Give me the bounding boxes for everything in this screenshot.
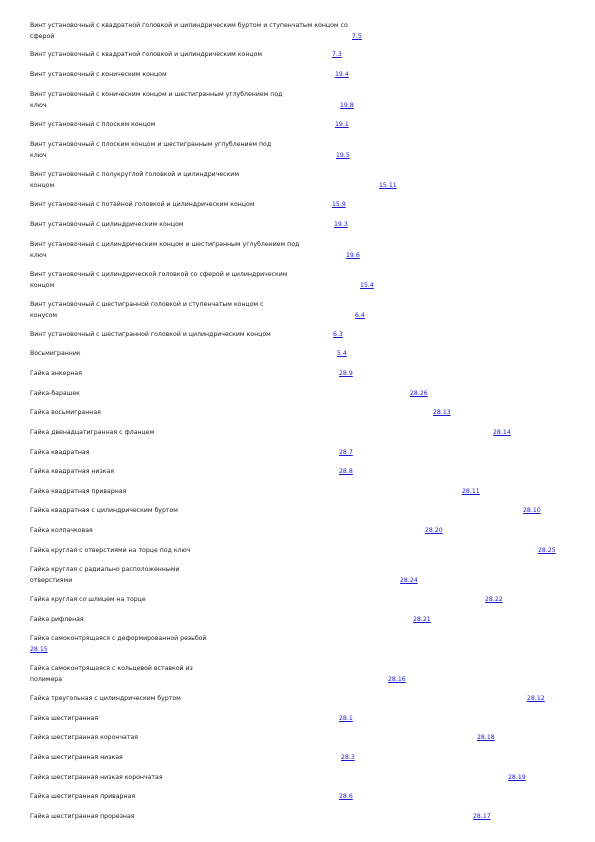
entry-title-continued: ключ — [30, 152, 47, 159]
page-ref-link[interactable]: 19.6 — [346, 252, 360, 259]
entry-line — [30, 594, 503, 605]
entry-line — [30, 388, 428, 399]
entry-line — [30, 119, 349, 130]
entry-line — [30, 250, 360, 261]
index-entry — [30, 594, 503, 605]
entry-line — [30, 169, 239, 180]
entry-line — [30, 564, 179, 575]
page-ref-link[interactable]: 15.9 — [332, 201, 346, 208]
entry-title: Гайка круглая с отверстиями на торце под ключ — [30, 547, 191, 554]
entry-line — [30, 329, 343, 340]
entry-title: Гайка треугольная с цилиндрическим буртом — [30, 695, 181, 702]
page-ref-link[interactable]: 7.3 — [332, 51, 342, 58]
page-ref-link[interactable]: 28.20 — [425, 527, 443, 534]
entry-line — [30, 427, 511, 438]
index-entry — [30, 239, 360, 261]
entry-line — [30, 269, 287, 280]
index-entry — [30, 545, 556, 556]
page-ref-link[interactable]: 28.12 — [527, 695, 545, 702]
index-entry — [30, 505, 541, 516]
entry-line — [30, 348, 347, 359]
index-entry — [30, 348, 347, 359]
page-ref-link[interactable]: 15.11 — [379, 182, 397, 189]
entry-title: Гайка колпачковая — [30, 527, 93, 534]
entry-title: Восьмигранник — [30, 350, 81, 357]
entry-title: Гайка восьмигранная — [30, 409, 101, 416]
entry-title: Винт установочный с потайной головкой и цилиндрическим концом — [30, 201, 255, 208]
entry-line — [30, 752, 355, 763]
entry-title: Гайка рифленая — [30, 616, 84, 623]
index-entry — [30, 752, 355, 763]
page-ref-link[interactable]: 28.13 — [433, 409, 451, 416]
entry-title: Гайка-барашек — [30, 390, 80, 397]
index-entry — [30, 388, 428, 399]
page-ref-link[interactable]: 28.17 — [473, 813, 491, 820]
page-ref-link[interactable]: 28.7 — [339, 449, 353, 456]
index-entry — [30, 466, 353, 477]
entry-line — [30, 525, 443, 536]
index-entry — [30, 614, 431, 625]
entry-line — [30, 299, 264, 310]
page-ref-link[interactable]: 28.3 — [341, 754, 355, 761]
entry-title: Винт установочный с цилиндрической головкой со сферой и цилиндрическим — [30, 271, 288, 278]
entry-line — [30, 575, 418, 586]
entry-title: Гайка квадратная низкая — [30, 468, 114, 475]
page-ref-link[interactable]: 28.18 — [477, 734, 495, 741]
index-entry — [30, 89, 354, 111]
entry-line — [30, 239, 299, 250]
entry-title: Винт установочный с квадратной головкой и цилиндрическим буртом и ступенчатым концом со — [30, 22, 348, 29]
index-entry — [30, 169, 397, 191]
page-ref-link[interactable]: 7.5 — [352, 33, 362, 40]
entry-line — [30, 505, 541, 516]
entry-line — [30, 693, 545, 704]
entry-title: Гайка анкерная — [30, 370, 82, 377]
page-ref-link[interactable]: 28.14 — [493, 429, 511, 436]
index-entry — [30, 486, 480, 497]
index-entry — [30, 633, 206, 655]
entry-line — [30, 486, 480, 497]
index-entry — [30, 299, 365, 321]
page-ref-link[interactable]: 28.1 — [339, 715, 353, 722]
index-entry — [30, 139, 350, 161]
page-ref-link[interactable]: 28.16 — [388, 676, 406, 683]
entry-line — [30, 663, 193, 674]
entry-line — [30, 310, 365, 321]
entry-line — [30, 69, 349, 80]
entry-title: Гайка шестигранная приварная — [30, 793, 136, 800]
index-entry — [30, 732, 495, 743]
entry-line — [30, 89, 282, 100]
page-ref-link[interactable]: 28.10 — [523, 507, 541, 514]
entry-line — [30, 811, 491, 822]
index-entry — [30, 811, 491, 822]
page-ref-link[interactable]: 6.4 — [355, 312, 365, 319]
entry-title: Гайка самоконтрящаяся с деформированной резьбой — [30, 635, 207, 642]
entry-title-continued: концом — [30, 282, 55, 289]
entry-line — [30, 219, 348, 230]
entry-line — [30, 633, 206, 644]
entry-title: Винт установочный с квадратной головкой и цилиндрическим концом — [30, 51, 263, 58]
index-entry — [30, 693, 545, 704]
entry-line — [30, 732, 495, 743]
entry-title: Винт установочный с коническим концом — [30, 71, 167, 78]
entry-title: Гайка шестигранная низкая — [30, 754, 123, 761]
entry-title: Винт установочный с коническим концом и шестигранным углублением под — [30, 91, 283, 98]
page-ref-link[interactable]: 28.8 — [339, 468, 353, 475]
entry-title-continued: ключ — [30, 252, 47, 259]
page-ref-link[interactable]: 28.6 — [339, 793, 353, 800]
page-ref-link[interactable]: 6.3 — [333, 331, 343, 338]
entry-line — [30, 100, 354, 111]
index-entry — [30, 199, 346, 210]
index-entry — [30, 119, 349, 130]
page-ref-link[interactable]: 28.26 — [410, 390, 428, 397]
entry-line — [30, 139, 271, 150]
entry-title: Гайка шестигранная прорезная — [30, 813, 135, 820]
entry-title: Винт установочный с цилиндрическим концом — [30, 221, 184, 228]
index-entry — [30, 49, 342, 60]
page-ref-link[interactable]: 28.21 — [413, 616, 431, 623]
entry-line — [30, 407, 451, 418]
entry-line — [30, 150, 350, 161]
entry-title: Винт установочный с шестигранной головкой и цилиндрическим концом — [30, 331, 271, 338]
entry-line — [30, 180, 397, 191]
entry-title-continued: полимера — [30, 676, 63, 683]
index-entry — [30, 772, 526, 783]
page-ref-link[interactable]: 19.5 — [336, 152, 350, 159]
entry-title-continued: ключ — [30, 102, 47, 109]
entry-line — [30, 368, 353, 379]
page-ref-link[interactable]: 5.4 — [337, 350, 347, 357]
entry-line — [30, 772, 526, 783]
entry-line — [30, 791, 353, 802]
entry-title-continued: отверстиями — [30, 577, 73, 584]
entry-title: Винт установочный с плоским концом — [30, 121, 156, 128]
page-ref-link[interactable]: 28.19 — [508, 774, 526, 781]
entry-line — [30, 713, 353, 724]
entry-title: Гайка шестигранная низкая корончатая — [30, 774, 163, 781]
index-entry — [30, 663, 406, 685]
page-ref-link[interactable]: 19.8 — [340, 102, 354, 109]
index-entry — [30, 525, 443, 536]
entry-line — [30, 280, 374, 291]
entry-line — [30, 674, 406, 685]
entry-title: Гайка шестигранная корончатая — [30, 734, 138, 741]
entry-line — [30, 614, 431, 625]
index-entry — [30, 427, 511, 438]
page-ref-link[interactable]: 19.3 — [334, 221, 348, 228]
entry-title-continued: конусом — [30, 312, 58, 319]
index-entry — [30, 713, 353, 724]
index-entry — [30, 219, 348, 230]
entry-title: Винт установочный с цилиндрическим концом и шестигранным углублением под — [30, 241, 300, 248]
page-ref-link[interactable]: 28.22 — [485, 596, 503, 603]
entry-title: Винт установочный с плоским концом и шестигранным углублением под — [30, 141, 272, 148]
page-ref-link[interactable]: 28.15 — [30, 646, 48, 653]
index-entry — [30, 407, 451, 418]
entry-title: Гайка круглая со шлицем на торце — [30, 596, 146, 603]
entry-title: Гайка круглая с радиально расположенными — [30, 566, 180, 573]
index-entry — [30, 69, 349, 80]
entry-title: Гайка квадратная — [30, 449, 90, 456]
entry-line — [30, 199, 346, 210]
page-ref-link[interactable]: 28.25 — [538, 547, 556, 554]
entry-line — [30, 20, 348, 31]
entry-title: Гайка самоконтрящаяся с кольцевой вставкой из — [30, 665, 193, 672]
entry-line — [30, 466, 353, 477]
page-ref-link[interactable]: 28.11 — [462, 488, 480, 495]
page-ref-link[interactable]: 28.24 — [400, 577, 418, 584]
index-entry — [30, 269, 374, 291]
index-entry — [30, 368, 353, 379]
page-ref-link[interactable]: 19.4 — [335, 71, 349, 78]
entry-title: Винт установочный с полукруглой головкой и цилиндрическим — [30, 171, 239, 178]
index-entry — [30, 791, 353, 802]
entry-line — [30, 545, 556, 556]
entry-title: Гайка квадратная приварная — [30, 488, 127, 495]
page-ref-link[interactable]: 15.4 — [360, 282, 374, 289]
entry-title-continued: концом — [30, 182, 55, 189]
page-ref-link[interactable]: 19.1 — [335, 121, 349, 128]
entry-title: Гайка двенадцатигранная с фланцем — [30, 429, 155, 436]
index-entry — [30, 564, 418, 586]
index-entry — [30, 329, 343, 340]
entry-title: Винт установочный с шестигранной головкой и ступенчатым концом с — [30, 301, 264, 308]
page-ref-link[interactable]: 28.9 — [339, 370, 353, 377]
index-entry — [30, 447, 353, 458]
entry-title: Гайка квадратная с цилиндрическим буртом — [30, 507, 178, 514]
entry-line — [30, 49, 342, 60]
entry-title: Гайка шестигранная — [30, 715, 99, 722]
entry-title-continued: сферой — [30, 33, 55, 40]
entry-line — [30, 447, 353, 458]
entry-line — [30, 31, 362, 42]
index-entry — [30, 20, 362, 42]
